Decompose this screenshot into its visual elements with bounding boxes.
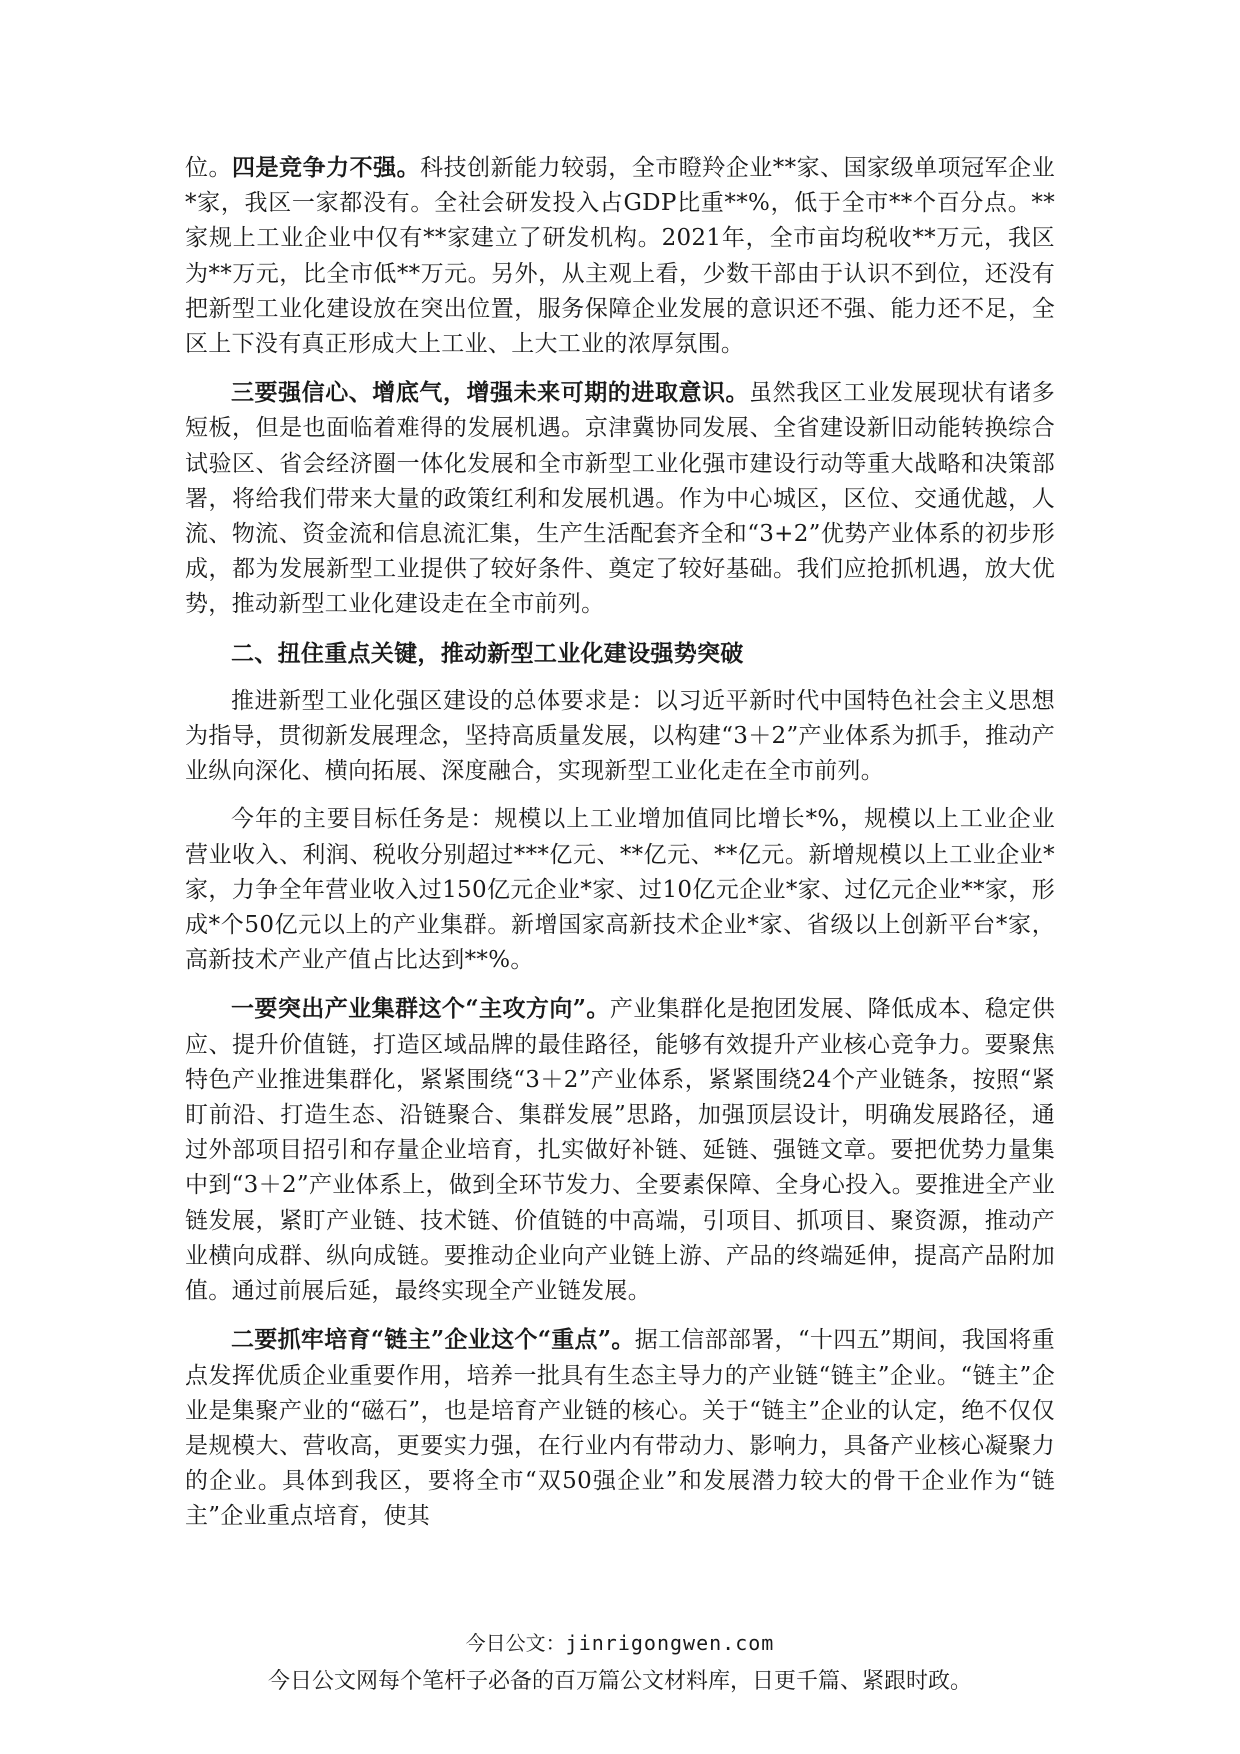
paragraph-5: 今年的主要目标任务是：规模以上工业增加值同比增长*%，规模以上工业企业营业收入、利润、税收分别超过***亿元、**亿元、**亿元。新增规模以上工业企业*家，力争全年营业收入过150亿元企业*家、过10亿元企业*家、过亿元企业**家，形成*个50亿元以上的产业集群。新增国家高新技术企业*家、省级以上创新平台*家，高新技术产业产值占比达到**%。 (185, 806, 1055, 974)
footer-site (0, 1627, 1240, 1656)
paragraph-1 (185, 150, 1055, 362)
paragraph-1-lead: 位。 (185, 155, 233, 181)
paragraph-1-bold: 四是竞争力不强。 (232, 154, 421, 181)
paragraph-7-text: 据工信部部署，“十四五”期间，我国将重点发挥优质企业重要作用，培养一批具有生态主导力的产业链“链主”企业。“链主”企业是集聚产业的“磁石”，也是培育产业链的核心。关于“链主”企业的认定，绝不仅仅是规模大、营收高，更要实力强，在行业内有带动力、影响力，具备产业核心凝聚力的企业。具体到我区，要将全市“双50强企业”和发展潜力较大的骨干企业作为“链主”企业重点培育，使其 (185, 1327, 1055, 1530)
paragraph-4: 推进新型工业化强区建设的总体要求是：以习近平新时代中国特色社会主义思想为指导，贯彻新发展理念，坚持高质量发展，以构建“3＋2”产业体系为抓手，推动产业纵向深化、横向拓展、深度融合，实现新型工业化走在全市前列。 (185, 687, 1055, 785)
paragraph-7-bold: 二要抓牢培育“链主”企业这个“重点”。 (231, 1326, 635, 1354)
paragraph-2 (185, 375, 1055, 622)
footer-site-link[interactable]: jinrigongwen.com (565, 1631, 775, 1655)
paragraph-6-text: 产业集群化是抱团发展、降低成本、稳定供应、提升价值链，打造区域品牌的最佳路径，能够有效提升产业核心竞争力。要聚焦特色产业推进集群化，紧紧围绕“3＋2”产业体系，紧紧围绕24个产业链条，按照“紧盯前沿、打造生态、沿链聚合、集群发展”思路，加强顶层设计，明确发展路径，通过外部项目招引和存量企业培育，扎实做好补链、延链、强链文章。要把优势力量集中到“3＋2”产业体系上，做到全环节发力、全要素保障、全身心投入。要推进全产业链发展，紧盯产业链、技术链、价值链的中高端，引项目、抓项目、聚资源，推动产业横向成群、纵向成链。要推动企业向产业链上游、产品的终端延伸，提高产品附加值。通过前展后延，最终实现全产业链发展。 (185, 996, 1055, 1305)
section-heading: 二、扭住重点关键，推动新型工业化建设强势突破 (231, 639, 744, 667)
paragraph-6-bold: 一要突出产业集群这个“主攻方向”。 (231, 995, 610, 1023)
paragraph-1-text: 科技创新能力较弱，全市瞪羚企业**家、国家级单项冠军企业*家，我区一家都没有。全社会研发投入占GDP比重**%，低于全市**个百分点。**家规上工业企业中仅有**家建立了研发机构。2021年，全市亩均税收**万元，我区为**万元，比全市低**万元。另外，从主观上看，少数干部由于认识不到位，还没有把新型工业化建设放在突出位置，服务保障企业发展的意识还不强、能力还不足，全区上下没有真正形成大上工业、上大工业的浓厚氛围。 (185, 155, 1055, 358)
document-body (185, 150, 1055, 1548)
paragraph-7 (185, 1322, 1055, 1534)
paragraph-2-bold: 三要强信心、增底气，增强未来可期的进取意识。 (231, 379, 750, 407)
footer-site-label: 今日公文： (465, 1631, 566, 1655)
paragraph-2-text: 虽然我区工业发展现状有诸多短板，但是也面临着难得的发展机遇。京津冀协同发展、全省建设新旧动能转换综合试验区、省会经济圈一体化发展和全市新型工业化强市建设行动等重大战略和决策部署，将给我们带来大量的政策红利和发展机遇。作为中心城区，区位、交通优越，人流、物流、资金流和信息流汇集，生产生活配套齐全和“3+2”优势产业体系的初步形成，都为发展新型工业提供了较好条件、奠定了较好基础。我们应抢抓机遇，放大优势，推动新型工业化建设走在全市前列。 (185, 380, 1055, 618)
paragraph-6 (185, 991, 1055, 1309)
footer-slogan: 今日公文网每个笔杆子必备的百万篇公文材料库，日更千篇、紧跟时政。 (267, 1669, 972, 1694)
